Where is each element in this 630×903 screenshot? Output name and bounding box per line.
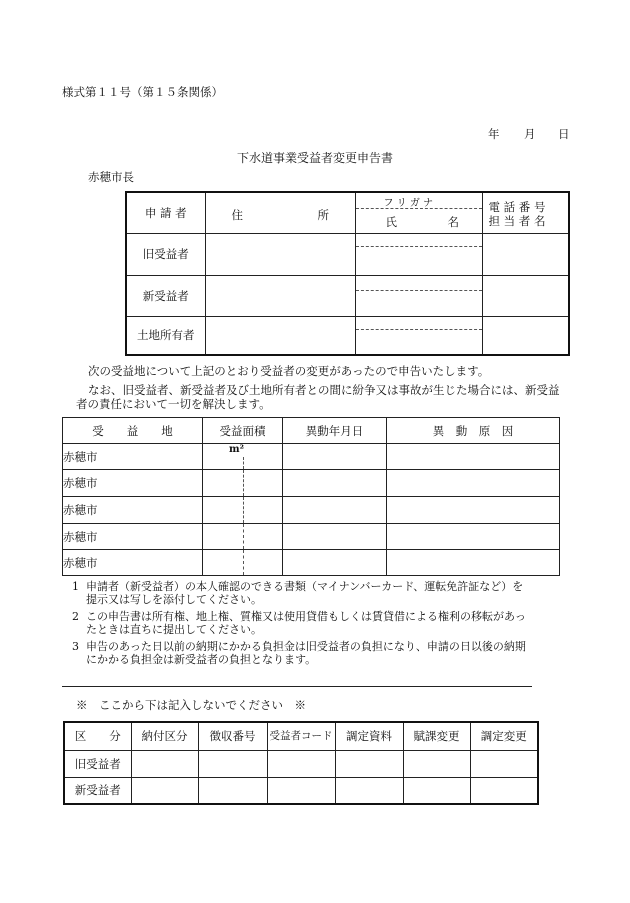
date-day-label: 日 xyxy=(558,127,570,141)
date-cell[interactable] xyxy=(283,524,387,550)
furigana-divider xyxy=(356,329,482,330)
note-line: たときは直ちに提出してください。 xyxy=(86,623,262,636)
land-location-cell: 赤穂市 xyxy=(63,550,203,576)
applicant-row-new xyxy=(126,275,569,316)
area-cell[interactable] xyxy=(203,524,283,550)
note-3 xyxy=(62,640,570,668)
phone-cell[interactable] xyxy=(482,316,569,355)
office-cell[interactable] xyxy=(131,750,198,777)
date-year-label: 年 xyxy=(488,127,500,141)
name-cell[interactable] xyxy=(355,316,482,355)
area-decimal-divider xyxy=(243,524,244,549)
applicant-row-label: 新受益者 xyxy=(126,275,205,316)
office-cell[interactable] xyxy=(198,750,267,777)
office-header-levy-change: 賦課変更 xyxy=(403,722,470,750)
statement-2a: なお、旧受益者、新受益者及び土地所有者との間に紛争又は事故が生じた場合には、新受益 xyxy=(88,383,560,397)
note-line: この申告書は所有権、地上権、質権又は使用貸借もしくは賃貸借による権利の移転があっ xyxy=(86,610,526,623)
land-location-cell: 赤穂市 xyxy=(63,497,203,524)
date-month-label: 月 xyxy=(524,127,536,141)
office-header-collection-number: 徴収番号 xyxy=(198,722,267,750)
office-cell[interactable] xyxy=(470,777,538,804)
furigana-divider xyxy=(356,290,482,291)
land-row xyxy=(63,497,560,524)
area-cell[interactable] xyxy=(203,470,283,497)
area-unit: m² xyxy=(229,444,244,455)
header-phone-contact xyxy=(482,192,569,233)
note-line: にかかる負担金は新受益者の負担となります。 xyxy=(86,653,317,666)
address-cell[interactable] xyxy=(205,275,355,316)
phone-cell[interactable] xyxy=(482,233,569,275)
office-use-notice: ※ ここから下は記入しないでください ※ xyxy=(76,698,306,712)
land-location-cell: 赤穂市 xyxy=(63,470,203,497)
office-row-old xyxy=(64,750,538,777)
reason-cell[interactable] xyxy=(387,444,560,470)
office-cell[interactable] xyxy=(267,750,335,777)
applicant-row-label: 旧受益者 xyxy=(126,233,205,275)
land-row xyxy=(63,550,560,576)
addressee: 赤穂市長 xyxy=(88,170,134,184)
land-row xyxy=(63,470,560,497)
office-cell[interactable] xyxy=(470,750,538,777)
area-cell[interactable] xyxy=(203,550,283,576)
reason-cell[interactable] xyxy=(387,550,560,576)
date-cell[interactable] xyxy=(283,550,387,576)
header-name-char1: 氏 xyxy=(385,215,397,229)
applicant-table xyxy=(125,191,570,356)
header-name-char2: 名 xyxy=(447,215,459,229)
phone-cell[interactable] xyxy=(482,275,569,316)
applicant-row-label: 土地所有者 xyxy=(126,316,205,355)
header-phone: 電 話 番 号 xyxy=(488,200,546,214)
address-cell[interactable] xyxy=(205,233,355,275)
office-cell[interactable] xyxy=(403,777,470,804)
note-number: 1 xyxy=(72,580,79,593)
date-cell[interactable] xyxy=(283,497,387,524)
date-cell[interactable] xyxy=(283,470,387,497)
header-applicant: 申 請 者 xyxy=(126,192,205,233)
office-cell[interactable] xyxy=(131,777,198,804)
office-use-table xyxy=(63,721,539,805)
reason-cell[interactable] xyxy=(387,497,560,524)
form-number: 様式第１１号（第１５条関係） xyxy=(62,85,223,99)
office-header-payment-type: 納付区分 xyxy=(131,722,198,750)
office-header-category: 区 分 xyxy=(64,722,131,750)
office-row-new xyxy=(64,777,538,804)
cut-line xyxy=(62,686,532,687)
name-cell[interactable] xyxy=(355,275,482,316)
office-cell[interactable] xyxy=(403,750,470,777)
land-header-location: 受 益 地 xyxy=(63,418,203,444)
note-line: 申請者（新受益者）の本人確認のできる書類（マイナンバーカード、運転免許証など）を xyxy=(86,580,524,593)
land-header-date: 異動年月日 xyxy=(283,418,387,444)
name-cell[interactable] xyxy=(355,233,482,275)
office-cell[interactable] xyxy=(198,777,267,804)
area-decimal-divider xyxy=(243,497,244,523)
header-contact: 担 当 者 名 xyxy=(488,214,546,228)
header-address-char1: 住 xyxy=(231,208,243,222)
land-row xyxy=(63,524,560,550)
reason-cell[interactable] xyxy=(387,524,560,550)
statement-1: 次の受益地について上記のとおり受益者の変更があったので申告いたします。 xyxy=(88,364,490,378)
applicant-row-old xyxy=(126,233,569,275)
area-decimal-divider xyxy=(243,470,244,496)
office-header-beneficiary-code: 受益者コード xyxy=(267,722,335,750)
header-address xyxy=(205,192,355,233)
reason-cell[interactable] xyxy=(387,470,560,497)
land-location-cell: 赤穂市 xyxy=(63,524,203,550)
area-cell[interactable] xyxy=(203,444,283,470)
note-number: 3 xyxy=(72,640,79,653)
document-title: 下水道事業受益者変更申告書 xyxy=(236,151,393,165)
office-row-label: 旧受益者 xyxy=(64,750,131,777)
office-cell[interactable] xyxy=(267,777,335,804)
land-table xyxy=(62,417,560,576)
area-decimal-divider xyxy=(243,550,244,575)
office-header-assessment-data: 調定資料 xyxy=(335,722,403,750)
area-cell[interactable] xyxy=(203,497,283,524)
note-line: 提示又は写しを添付してください。 xyxy=(86,593,262,606)
office-cell[interactable] xyxy=(335,750,403,777)
furigana-divider xyxy=(356,208,482,209)
note-number: 2 xyxy=(72,610,79,623)
land-row xyxy=(63,444,560,470)
header-furigana: フ リ ガ ナ xyxy=(383,198,434,209)
statement-2b: 者の責任において一切を解決します。 xyxy=(76,397,271,411)
note-line: 申告のあった日以前の納期にかかる負担金は旧受益者の負担になり、申請の日以後の納期 xyxy=(86,640,526,653)
address-cell[interactable] xyxy=(205,316,355,355)
date-cell[interactable] xyxy=(283,444,387,470)
land-header-reason: 異 動 原 因 xyxy=(387,418,560,444)
land-location-cell: 赤穂市 xyxy=(63,444,203,470)
office-row-label: 新受益者 xyxy=(64,777,131,804)
office-cell[interactable] xyxy=(335,777,403,804)
land-header-area: 受益面積 xyxy=(203,418,283,444)
header-name xyxy=(355,192,482,233)
applicant-row-landowner xyxy=(126,316,569,355)
note-2 xyxy=(62,610,570,638)
note-1 xyxy=(62,580,570,608)
furigana-divider xyxy=(356,246,482,247)
area-decimal-divider xyxy=(243,457,244,469)
office-header-assessment-change: 調定変更 xyxy=(470,722,538,750)
header-address-char2: 所 xyxy=(317,208,329,222)
